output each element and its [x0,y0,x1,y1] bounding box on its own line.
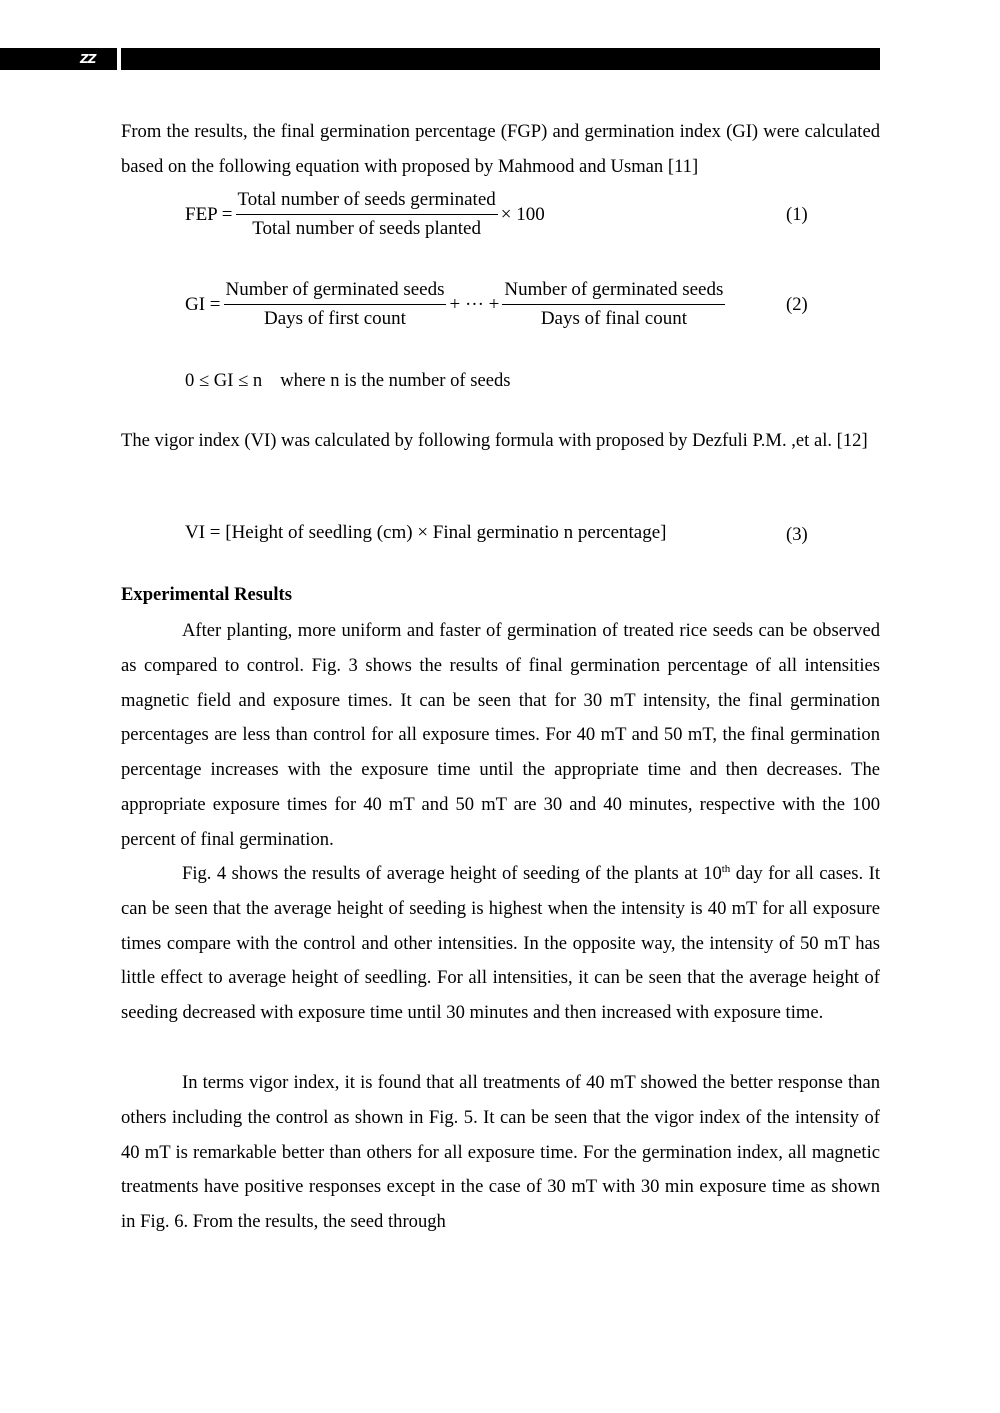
header-bar [0,48,880,70]
equation-number-1: (1) [786,204,808,225]
intro-paragraph: From the results, the final germination percentage (FGP) and germination index (GI) were calculated based on the following equation with proposed by Mahmood and Usman [11] [121,121,880,177]
journal-logo: ZZ [80,52,96,66]
equation-gi-middle: + ··· + [449,293,500,315]
results-paragraph-2 [121,857,880,1031]
results-paragraph-3: In terms vigor index, it is found that all treatments of 40 mT showed the better response than others including the control as shown in Fig. 5. It can be seen that the vigor index of the intensity of 40 mT is remarkable better than others for all exposure time. For the germination index, all magnetic treatments have positive responses except in the case of 30 mT with 30 min exposure time as shown in Fig. 6. From the results, the seed through [121,1072,880,1233]
equation-fep-denominator: Total number of seeds planted [252,218,481,239]
gi-condition-expression: 0 ≤ GI ≤ n [185,370,263,391]
equation-vi [185,522,667,544]
equation-gi-numerator-final: Number of germinated seeds [502,278,725,305]
equation-gi-fraction-final [502,278,725,331]
vigor-paragraph: The vigor index (VI) was calculated by following formula with proposed by Dezfuli P.M. ,et al. [12] [121,430,868,451]
gi-condition [185,370,511,392]
equation-gi-denominator-first: Days of first count [264,308,406,329]
equation-vi-expression: VI = [Height of seedling (cm) × Final germinatio n percentage] [185,522,667,543]
equation-gi-fraction-first [224,278,447,331]
gi-condition-text: where n is the number of seeds [280,370,511,391]
equation-gi [185,278,728,331]
ordinal-superscript: th [721,862,731,875]
equation-fep-tail: × 100 [500,203,545,225]
equation-number-3: (3) [786,524,808,545]
equation-fep [185,188,545,241]
results-paragraph-2-start: Fig. 4 shows the results of average height of seeding of the plants at 10 [182,863,722,884]
equation-number-2: (2) [786,294,808,315]
equation-gi-lhs: GI = [185,293,221,315]
header-divider [117,48,121,70]
equation-fep-numerator: Total number of seeds germinated [236,188,498,215]
equation-fep-lhs: FEP = [185,203,233,225]
equation-gi-denominator-final: Days of final count [540,308,687,329]
equation-gi-numerator-first: Number of germinated seeds [224,278,447,305]
results-paragraph-1: After planting, more uniform and faster of germination of treated rice seeds can be observed as compared to control. Fig. 3 shows the results of final germination percentage of all intensities magnetic field and exposure times. It can be seen that for 30 mT intensity, the final germination percentages are less than control for all exposure times. For 40 mT and 50 mT, the final germination percentage increases with the exposure time until the appropriate time and then decreases. The appropriate exposure times for 40 mT and 50 mT are 30 and 40 minutes, respective with the 100 percent of final germination. [121,620,880,850]
equation-fep-fraction [236,188,498,241]
results-paragraph-2-rest: day for all cases. It can be seen that the average height of seeding is highest when the intensity is 40 mT for all exposure times compare with the control and other intensities. In the opposite way, the intensity of 50 mT has little effect to average height of seedling. For all intensities, it can be seen that the average height of seeding decreased with exposure time until 30 minutes and then increased with exposure time. [121,863,881,1024]
section-heading: Experimental Results [121,584,292,605]
